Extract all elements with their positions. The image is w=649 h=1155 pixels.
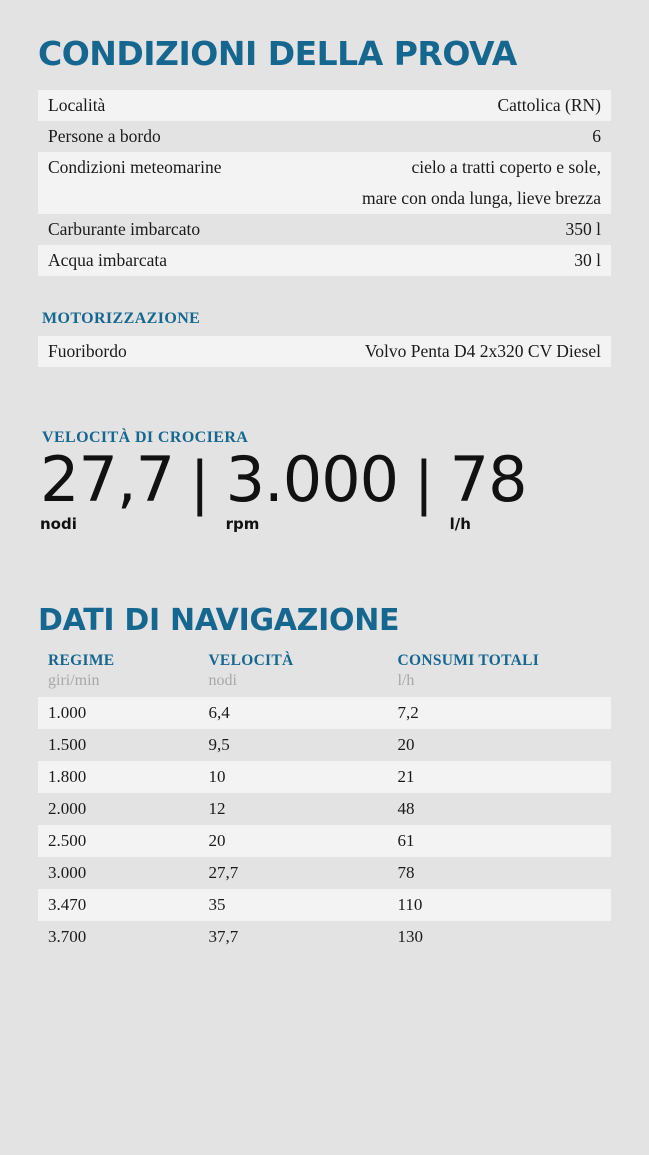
cell-rpm: 3.700: [48, 927, 87, 947]
table-row: [38, 336, 611, 367]
cruise-rpm-number: 3.000: [225, 443, 399, 517]
cell-rpm: 1.000: [38, 697, 198, 729]
cell-rpm: 2.000: [48, 799, 87, 819]
column-unit-speed: nodi: [208, 672, 237, 690]
column-unit-rpm: giri/min: [48, 672, 100, 690]
engine-value: Volvo Penta D4 2x320 CV Diesel: [197, 336, 611, 367]
cell-fuel: 110: [388, 889, 611, 921]
engine-table: [38, 336, 611, 367]
cell-rpm: 1.500: [48, 735, 87, 755]
table-row: [38, 793, 611, 825]
table-row: [38, 245, 611, 276]
test-conditions-table: [38, 90, 611, 276]
engine-section-title: MOTORIZZAZIONE: [42, 310, 201, 328]
column-header-rpm: REGIME: [48, 652, 115, 670]
condition-value: 30 l: [283, 245, 611, 276]
cell-fuel: 48: [397, 799, 415, 819]
table-row: [38, 90, 611, 121]
cell-speed: 37,7: [208, 927, 239, 947]
table-row: [38, 121, 611, 152]
table-row: [38, 889, 611, 921]
cell-rpm: 3.000: [48, 863, 87, 883]
cruise-metric-fuel: [449, 443, 527, 534]
cell-rpm: 1.800: [38, 761, 198, 793]
cell-fuel: 78: [397, 863, 415, 883]
condition-value: 350 l: [565, 219, 601, 240]
cell-speed: 35: [198, 889, 387, 921]
cell-speed: 9,5: [208, 735, 230, 755]
cell-fuel: 7,2: [388, 697, 611, 729]
condition-value: cielo a tratti coperto e sole,: [283, 152, 611, 183]
table-row: [38, 152, 611, 183]
condition-label: Persone a bordo: [48, 126, 161, 147]
table-row: [38, 729, 611, 761]
table-row: [38, 857, 611, 889]
cell-speed: 27,7: [208, 863, 239, 883]
condition-value-cont: mare con onda lunga, lieve brezza: [283, 183, 611, 214]
cell-speed: 20: [198, 825, 387, 857]
table-header-row: [38, 650, 611, 671]
table-unit-row: [38, 671, 611, 697]
page-title: CONDIZIONI DELLA PROVA: [38, 34, 517, 73]
table-row: [38, 183, 611, 214]
table-row: [38, 761, 611, 793]
cruise-metric-rpm: [225, 443, 399, 534]
navigation-data-title: DATI DI NAVIGAZIONE: [38, 603, 400, 639]
cruise-speed-title: VELOCITÀ DI CROCIERA: [42, 429, 249, 447]
condition-label: Acqua imbarcata: [38, 245, 283, 276]
condition-label: Condizioni meteomarine: [38, 152, 283, 183]
cell-fuel: 21: [388, 761, 611, 793]
cruise-rpm-unit: rpm: [225, 515, 260, 534]
condition-value: Cattolica (RN): [283, 90, 611, 121]
cruise-separator: |: [190, 449, 210, 518]
table-row: [38, 697, 611, 729]
column-header-fuel: CONSUMI TOTALI: [397, 652, 540, 670]
cell-fuel: 61: [388, 825, 611, 857]
cell-speed: 6,4: [198, 697, 387, 729]
cruise-speed-unit: nodi: [40, 515, 77, 534]
column-unit-fuel: l/h: [397, 672, 415, 690]
column-header-speed: VELOCITÀ: [208, 652, 294, 670]
cruise-metric-speed: [40, 443, 175, 534]
cruise-separator: |: [414, 449, 434, 518]
cruise-fuel-number: 78: [449, 443, 527, 517]
table-row: [38, 825, 611, 857]
engine-label: Fuoribordo: [38, 336, 197, 367]
cell-speed: 12: [208, 799, 226, 819]
cell-rpm: 3.470: [38, 889, 198, 921]
cruise-speed-number: 27,7: [40, 443, 175, 517]
cell-fuel: 130: [397, 927, 424, 947]
condition-value: 6: [592, 126, 601, 147]
condition-label-empty: [38, 183, 283, 214]
cell-speed: 10: [198, 761, 387, 793]
cell-rpm: 2.500: [38, 825, 198, 857]
condition-label: Carburante imbarcato: [48, 219, 201, 240]
navigation-data-table: [38, 650, 611, 953]
cell-fuel: 20: [397, 735, 415, 755]
condition-label: Località: [38, 90, 283, 121]
table-row: [38, 921, 611, 953]
cruise-fuel-unit: l/h: [449, 515, 471, 534]
cruise-speed-values: [38, 443, 611, 534]
table-row: [38, 214, 611, 245]
